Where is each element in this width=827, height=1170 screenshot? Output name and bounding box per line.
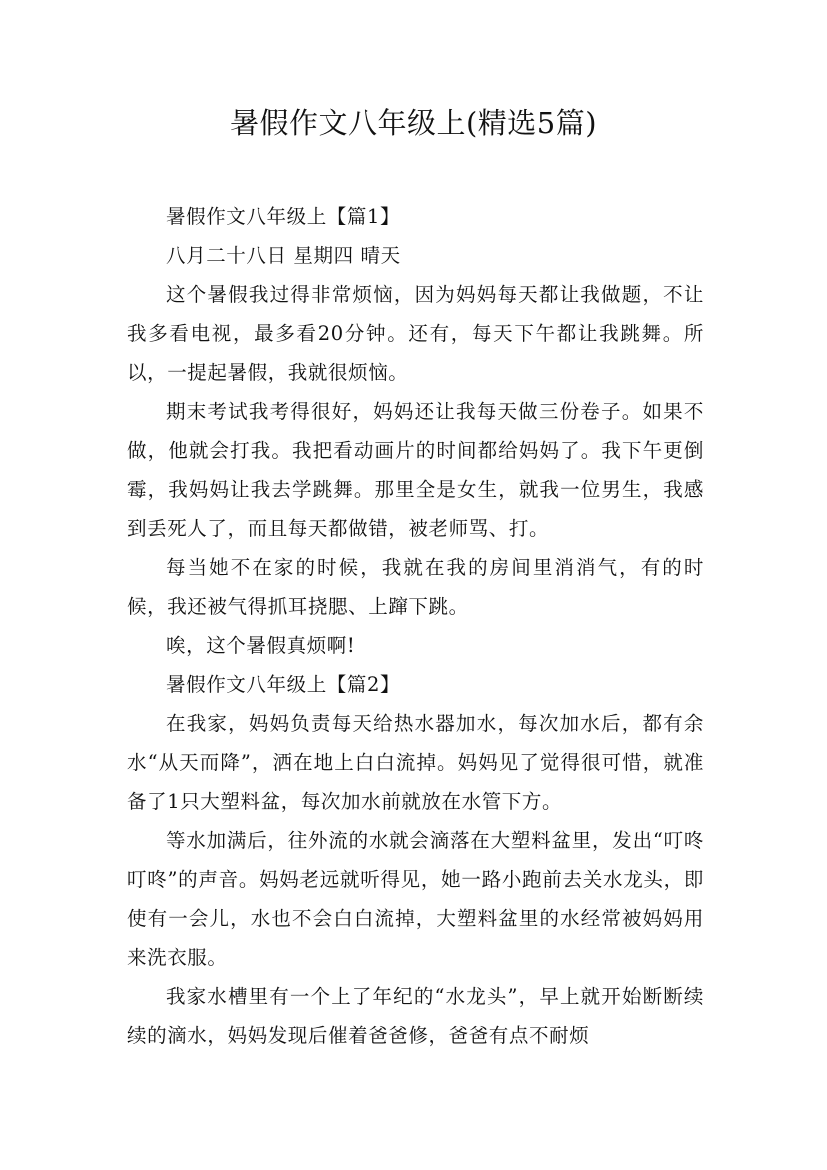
paragraph: 每当她不在家的时候，我就在我的房间里消消气，有的时候，我还被气得抓耳挠腮、上蹿下跳。 [127,556,704,618]
diary-date-line: 八月二十八日 星期四 晴天 [166,244,401,267]
document-body [127,197,704,1055]
section-heading-2: 暑假作文八年级上【篇2】 [166,673,401,696]
paragraph: 我家水槽里有一个上了年纪的“水龙头”，早上就开始断断续续的滴水，妈妈发现后催着爸爸修，爸爸有点不耐烦 [127,985,704,1047]
paragraph: 唉，这个暑假真烦啊! [166,634,356,657]
paragraph: 等水加满后，往外流的水就会滴落在大塑料盆里，发出“叮咚叮咚”的声音。妈妈老远就听得见，她一路小跑前去关水龙头，即使有一会儿，水也不会白白流掉，大塑料盆里的水经常被妈妈用来洗衣服。 [127,829,704,969]
document-title: 暑假作文八年级上(精选5篇) [229,106,598,140]
paragraph: 期末考试我考得很好，妈妈还让我每天做三份卷子。如果不做，他就会打我。我把看动画片的时间都给妈妈了。我下午更倒霉，我妈妈让我去学跳舞。那里全是女生，就我一位男生，我感到丢死人了，而且每天都做错，被老师骂、打。 [127,400,704,540]
section-heading-1: 暑假作文八年级上【篇1】 [166,205,401,228]
paragraph: 这个暑假我过得非常烦恼，因为妈妈每天都让我做题，不让我多看电视，最多看20分钟。还有，每天下午都让我跳舞。所以，一提起暑假，我就很烦恼。 [127,283,704,384]
paragraph: 在我家，妈妈负责每天给热水器加水，每次加水后，都有余水“从天而降”，洒在地上白白流掉。妈妈见了觉得很可惜，就准备了1只大塑料盆，每次加水前就放在水管下方。 [127,712,704,813]
